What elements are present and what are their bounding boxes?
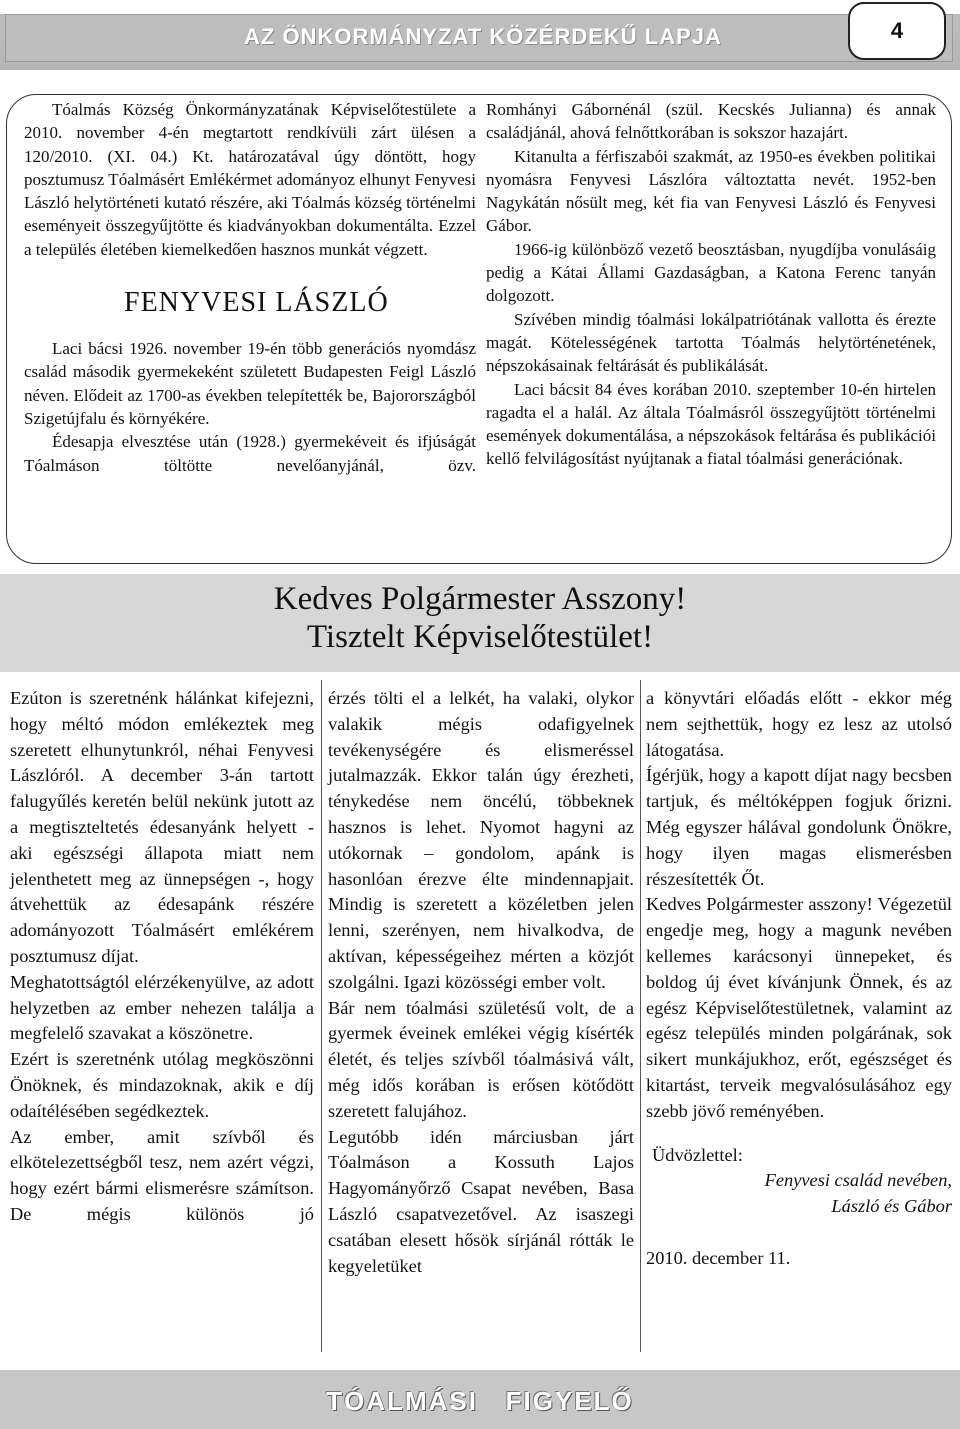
page-number: 4 bbox=[848, 2, 946, 60]
publication-header-title: AZ ÖNKORMÁNYZAT KÖZÉRDEKŰ LAPJA bbox=[244, 24, 722, 49]
letter-column-1 bbox=[10, 686, 314, 1228]
letter-paragraph: érzés tölti el a lelkét, ha valaki, olykor valakik mégis odafigyelnek tevékenységére és elismeréssel jutalmazzák. Ekkor talán úgy érezheti, ténykedése nem öncélú, többeknek hasznos is lehet. Nyomot hagyni az utókornak – gondolom, apánk is hasonlóan érezve élte mindennapjait. Mindig is szeretett a közéletben jelen lenni, szerényen, nem hivalkodva, de aktívan, képességeihez mérten a közjót szolgálni. Igazi közösségi ember volt. bbox=[328, 688, 634, 992]
bio-paragraph: Szívében mindig tóalmási lokálpatriótának vallotta és érezte magát. Kötelességének tartotta Tóalmás helytörténetének, népszokásainak feltárását és publikálását. bbox=[486, 309, 936, 376]
bio-continuation: Romhányi Gábornénál (szül. Kecskés Julianna) és annak családjánál, ahová felnőttkorában is sokszor hazajárt. bbox=[486, 100, 936, 143]
footer-title-part-2: FIGYELŐ bbox=[505, 1386, 634, 1416]
letter-column-2 bbox=[328, 686, 634, 1279]
obituary-left-column bbox=[24, 98, 476, 477]
signature-line-2: László és Gábor bbox=[831, 1196, 952, 1217]
footer-publication-title bbox=[0, 1386, 960, 1417]
signature-line-1: Fenyvesi család nevében, bbox=[764, 1170, 952, 1191]
letter-paragraph: Ígérjük, hogy a kapott díjat nagy becsben tartjuk, és méltóképpen fogjuk őrizni. Még egyszer hálával gondolunk Önökre, hogy ilyen magas elismerésben részesítették Őt. bbox=[646, 765, 952, 889]
column-divider bbox=[640, 680, 641, 1352]
letter-paragraph: Ezért is szeretnénk utólag megköszönni Önöknek, és mindazoknak, akik e díj odaítélésében segédkeztek. bbox=[10, 1049, 314, 1121]
bio-paragraph: 1966-ig különböző vezető beosztásban, nyugdíjba vonulásáig pedig a Kátai Állami Gazdaságban, a Katona Ferenc tanyán dolgozott. bbox=[486, 239, 936, 306]
letter-paragraph: Kedves Polgármester asszony! Végezetül engedje meg, hogy a magunk nevében kellemes karácsonyi ünnepeket, és boldog új évet kívánjunk Önnek, és az egész Képviselőtestületnek, valamint az egész település minden polgárának, sok sikert munkájukhoz, erőt, egészséget és kitartást, terveik megvalósulásához egy szebb jövő reményében. bbox=[646, 894, 952, 1121]
bio-paragraph: Laci bácsit 84 éves korában 2010. szeptember 10-én hirtelen ragadta el a halál. Az általa Tóalmásról összegyűjtött történelmi események dokumentálása, a népszokások feltárása és publikációi kellő felvilágosítást nyújtanak a fiatal tóalmási generációnak. bbox=[486, 379, 936, 469]
name-heading: FENYVESI LÁSZLÓ bbox=[124, 287, 389, 319]
letter-date: 2010. december 11. bbox=[646, 1247, 791, 1268]
greeting-line-2: Tisztelt Képviselőtestület! bbox=[306, 619, 654, 655]
bio-paragraph: Édesapja elvesztése után (1928.) gyermekéveit és ifjúságát Tóalmáson töltötte nevelőanyjánál, özv. bbox=[24, 432, 476, 475]
bio-paragraph: Laci bácsi 1926. november 19-én több generációs nyomdász család második gyermekeként született Budapesten Feigl László néven. Elődeit az 1700-as években telepítették be, Bajorországból Szigetújfalu és környékére. bbox=[24, 339, 476, 428]
signature-intro: Üdvözlettel: bbox=[652, 1144, 743, 1165]
footer-title-part-1: TÓALMÁSI bbox=[326, 1386, 478, 1416]
column-divider bbox=[321, 680, 322, 1352]
resolution-paragraph: Tóalmás Község Önkormányzatának Képviselőtestülete a 2010. november 4-én megtartott rendkívüli zárt ülésen a 120/2010. (XI. 04.) Kt. határozatával úgy döntött, hogy posztumusz Tóalmásért Emlékérmet adományoz elhunyt Fenyvesi László helytörténeti kutató részére, aki Tóalmás község történelmi eseményeit összegyűjtötte és kiadványokban dokumentálta. Ezzel a település életében kiemelkedően hasznos munkát végzett. bbox=[24, 100, 476, 259]
bio-paragraph: Kitanulta a férfiszabói szakmát, az 1950-es években politikai nyomásra Fenyvesi Lászlóra változtatta nevét. 1952-ben Nagykátán nősült meg, két fia van Fenyvesi László és Fenyvesi Gábor. bbox=[486, 146, 936, 236]
greeting-line-1: Kedves Polgármester Asszony! bbox=[273, 581, 687, 617]
obituary-right-column bbox=[486, 98, 936, 471]
letter-paragraph: Legutóbb idén márciusban járt Tóalmáson a Kossuth Lajos Hagyományőrző Csapat nevében, Basa László csapatvezetővel. Az isaszegi csatában elesett hősök sírjánál rótták le kegyeletüket bbox=[328, 1126, 634, 1276]
letter-paragraph: a könyvtári előadás előtt - ekkor még nem sejthettük, hogy ez lesz az utolsó látogatása. bbox=[646, 688, 952, 760]
letter-paragraph: Meghatottságtól elérzékenyülve, az adott helyzetben az ember nehezen találja a megfelelő szavakat a köszönetre. bbox=[10, 971, 314, 1044]
letter-paragraph: Ezúton is szeretnénk hálánkat kifejezni, hogy méltó módon emlékeztek meg szeretett elhunytunkról, néhai Fenyvesi Lászlóról. A december 3-án tartott falugyűlés keretén belül nekünk jutott az a megtiszteltetés édesanyánk helyett - aki egészségi állapota miatt nem jelenthetett meg az ünnepségen -, hogy átvehettük az édesapánk részére adományozott Tóalmásért emlékérem posztumusz díjat. bbox=[10, 688, 314, 966]
letter-paragraph: Bár nem tóalmási születésű volt, de a gyermek éveinek emlékei végig kísérték életét, és teljes szívből tóalmásivá vált, még idős korában is erősen kötődött szeretett falujához. bbox=[328, 997, 634, 1121]
letter-paragraph: Az ember, amit szívből és elkötelezettségből tesz, nem azért végzi, hogy ezért bármi elismerésre számítson. De mégis különös jó bbox=[10, 1126, 314, 1224]
letter-column-3 bbox=[646, 686, 952, 1272]
